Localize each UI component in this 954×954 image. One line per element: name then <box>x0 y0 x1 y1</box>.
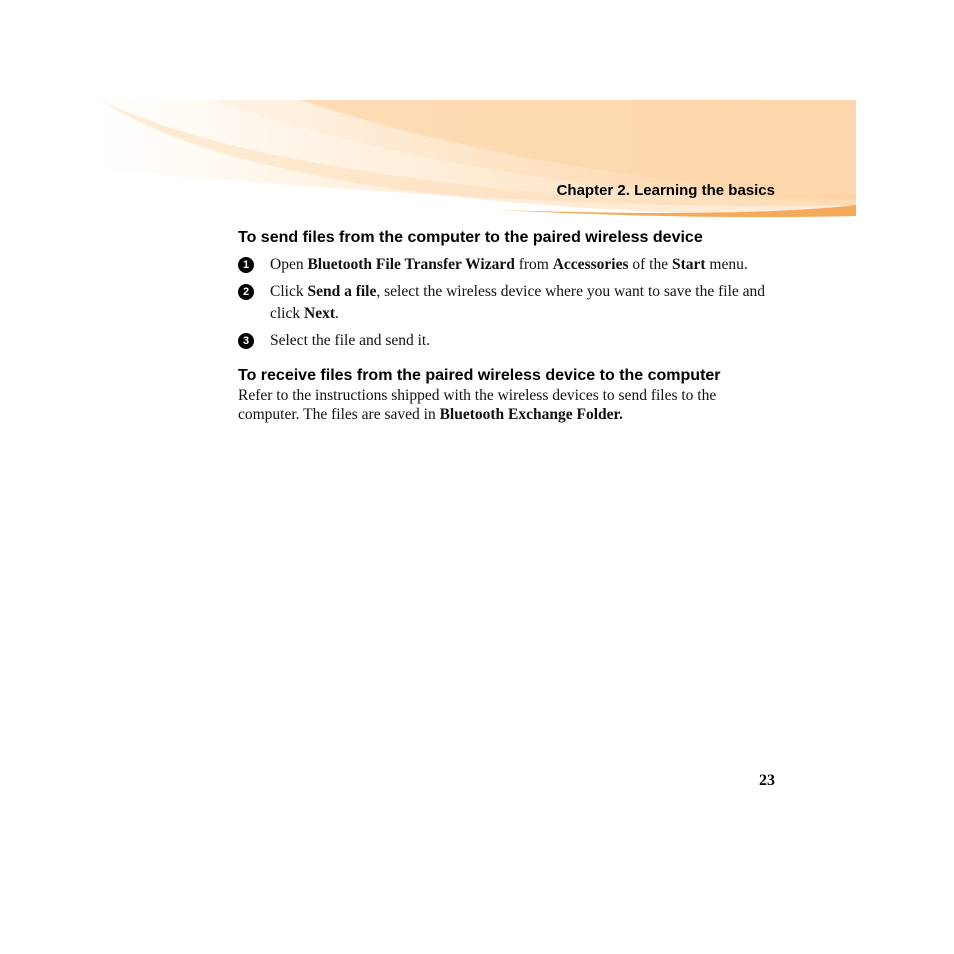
step-text: Click <box>270 283 308 300</box>
section-heading-send: To send files from the computer to the paired wireless device <box>238 229 703 246</box>
ui-term-send-file: Send a file <box>307 283 377 300</box>
page-number: 23 <box>759 772 775 789</box>
step-1 <box>238 254 778 276</box>
chapter-banner <box>0 0 954 230</box>
receive-paragraph <box>238 386 778 424</box>
step-text: menu. <box>705 256 748 273</box>
section-heading-receive: To receive files from the paired wireless device to the computer <box>238 367 721 384</box>
paragraph-text: Refer to the instructions shipped with the wireless devices to send files to the computer. The files are saved in <box>238 387 717 423</box>
step-text: of the <box>628 256 672 273</box>
step-text: Select the file and send it. <box>270 332 431 349</box>
step-text: . <box>335 305 339 322</box>
step-text: Open <box>270 256 308 273</box>
step-text: , select the wireless device where you want to save the file and click <box>270 283 766 322</box>
ui-term-next: Next <box>304 305 335 322</box>
chapter-header: Chapter 2. Learning the basics <box>556 182 775 199</box>
ui-term-start: Start <box>671 256 706 273</box>
step-number-badge: 2 <box>238 284 254 300</box>
page-content <box>238 228 778 424</box>
step-text: from <box>514 256 553 273</box>
ui-term-exchange-folder: Bluetooth Exchange Folder. <box>439 406 623 423</box>
step-number-badge: 1 <box>238 257 254 273</box>
step-number-badge: 3 <box>238 333 254 349</box>
step-3 <box>238 330 778 352</box>
step-list <box>238 254 778 352</box>
step-2 <box>238 281 778 325</box>
ui-term-accessories: Accessories <box>552 256 629 273</box>
ui-term-wizard: Bluetooth File Transfer Wizard <box>307 256 515 273</box>
